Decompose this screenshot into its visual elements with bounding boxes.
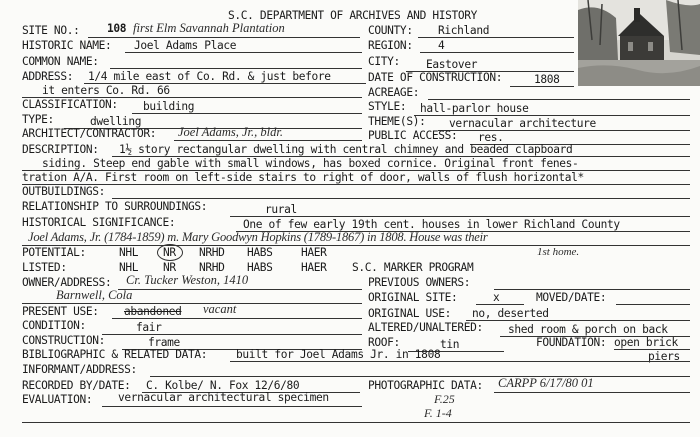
original-use-label: ORIGINAL USE:	[368, 307, 452, 320]
owner-handwritten-1: Cr. Tucker Weston, 1410	[126, 273, 249, 287]
date-of-construction-label: DATE OF CONSTRUCTION:	[368, 71, 503, 84]
house-photo-image	[578, 0, 700, 86]
bibliography-value: built for Joel Adams Jr. in 1808	[236, 348, 441, 361]
bottom-line	[22, 422, 690, 423]
relationship-line	[230, 216, 690, 217]
evaluation-value: vernacular architectural specimen	[118, 391, 329, 404]
bibliography-label: BIBLIOGRAPHIC & RELATED DATA:	[22, 348, 208, 361]
significance-handwritten-2: 1st home.	[537, 246, 580, 258]
condition-line	[102, 334, 362, 335]
listed-habs: HABS	[247, 261, 273, 274]
recorded-by-value: C. Kolbe/ N. Fox 12/6/80	[146, 379, 300, 392]
potential-nrhd: NRHD	[199, 246, 225, 259]
listed-haer: HAER	[301, 261, 327, 274]
condition-value: fair	[136, 321, 162, 334]
city-value: Eastover	[426, 58, 478, 71]
outbuildings-line	[112, 198, 690, 199]
themes-label: THEME(S):	[368, 115, 426, 128]
classification-line	[132, 113, 362, 114]
site-no-handwritten-note: first Elm Savannah Plantation	[133, 21, 285, 35]
roof-label: ROOF:	[368, 336, 400, 349]
original-site-value: x	[493, 291, 500, 304]
significance-label: HISTORICAL SIGNIFICANCE:	[22, 216, 176, 229]
house-photograph	[578, 0, 700, 86]
themes-line	[438, 130, 690, 131]
altered-value: shed room & porch on back	[508, 323, 668, 336]
architect-line	[174, 140, 362, 141]
altered-label: ALTERED/UNALTERED:	[368, 321, 483, 334]
owner-line	[118, 289, 362, 290]
acreage-label: ACREAGE:	[368, 86, 420, 99]
site-no-line	[88, 37, 360, 38]
classification-label: CLASSIFICATION:	[22, 98, 118, 111]
county-line	[418, 37, 574, 38]
potential-haer: HAER	[301, 246, 327, 259]
present-use-value: abandoned	[124, 305, 182, 318]
outbuildings-label: OUTBUILDINGS:	[22, 185, 106, 198]
style-label: STYLE:	[368, 100, 407, 113]
architect-label: ARCHITECT/CONTRACTOR:	[22, 127, 157, 140]
moved-date-label: MOVED/DATE:	[536, 291, 607, 304]
significance-handwritten-1: Joel Adams, Jr. (1784-1859) m. Mary Goodwyn Hopkins (1789-1867) in 1808. House was their	[28, 230, 488, 244]
description-label: DESCRIPTION:	[22, 143, 99, 156]
construction-label: CONSTRUCTION:	[22, 334, 106, 347]
address-value-line-1: 1/4 mile east of Co. Rd. & just before	[88, 70, 331, 83]
foundation-value-1: open brick	[614, 336, 678, 349]
photographic-data-handwritten: CARPP 6/17/80 01	[498, 376, 594, 390]
region-value: 4	[438, 39, 445, 52]
type-value: dwelling	[90, 115, 142, 128]
construction-value: frame	[148, 336, 180, 349]
public-access-label: PUBLIC ACCESS:	[368, 129, 458, 142]
public-access-value: res.	[478, 131, 504, 144]
photographic-data-label: PHOTOGRAPHIC DATA:	[368, 379, 483, 392]
original-site-label: ORIGINAL SITE:	[368, 291, 458, 304]
description-line-1: 1½ story rectangular dwelling with central chimney and beaded clapboard	[119, 143, 573, 156]
original-site-line	[476, 304, 524, 305]
owner-label: OWNER/ADDRESS:	[22, 276, 112, 289]
historic-name-label: HISTORIC NAME:	[22, 39, 112, 52]
foundation-value-2: piers	[648, 350, 680, 363]
acreage-line	[428, 99, 690, 100]
informant-line	[150, 376, 690, 377]
marker-program-label: S.C. MARKER PROGRAM	[352, 261, 474, 274]
original-use-value: no, deserted	[472, 307, 549, 320]
region-label: REGION:	[368, 39, 413, 52]
evaluation-label: EVALUATION:	[22, 393, 93, 406]
listed-label: LISTED:	[22, 261, 67, 274]
date-of-construction-value: 1808	[534, 73, 560, 86]
potential-nr-circle	[157, 244, 183, 261]
style-value: hall-parlor house	[420, 102, 529, 115]
roof-value: tin	[440, 338, 460, 351]
historic-name-value: Joel Adams Place	[134, 39, 237, 52]
classification-value: building	[143, 100, 195, 113]
previous-owners-label: PREVIOUS OWNERS:	[368, 276, 471, 289]
address-label: ADDRESS:	[22, 70, 74, 83]
style-line	[414, 115, 690, 116]
owner-line-2	[22, 303, 362, 304]
common-name-label: COMMON NAME:	[22, 55, 99, 68]
listed-nhl: NHL	[119, 261, 139, 274]
agency-header: S.C. DEPARTMENT OF ARCHIVES AND HISTORY	[228, 9, 478, 22]
photo-handwritten-2: F.25	[434, 392, 455, 406]
site-no-label: SITE NO.:	[22, 24, 80, 37]
present-use-line	[112, 318, 362, 319]
relationship-value: rural	[265, 203, 297, 216]
present-use-handwritten: vacant	[203, 302, 237, 316]
significance-value: One of few early 19th cent. houses in lower Richland County	[243, 218, 620, 231]
photographic-data-line	[494, 392, 690, 393]
address-value-line-2: it enters Co. Rd. 66	[42, 84, 170, 97]
site-no-value: 108	[107, 22, 127, 35]
photo-handwritten-3: F. 1-4	[424, 406, 452, 420]
listed-nr: NR	[163, 261, 176, 274]
county-value: Richland	[438, 24, 490, 37]
potential-habs: HABS	[247, 246, 273, 259]
county-label: COUNTY:	[368, 24, 413, 37]
architect-value: Joel Adams, Jr., bldr.	[178, 125, 283, 139]
historic-name-line	[125, 52, 362, 53]
potential-nr: NR	[163, 246, 176, 259]
recorded-by-label: RECORDED BY/DATE:	[22, 379, 131, 392]
owner-handwritten-2: Barnwell, Cola	[56, 288, 133, 302]
relationship-label: RELATIONSHIP TO SURROUNDINGS:	[22, 200, 208, 213]
evaluation-line	[102, 406, 362, 407]
moved-date-line	[616, 304, 690, 305]
foundation-label: FOUNDATION:	[536, 336, 607, 349]
description-rule-3	[22, 184, 690, 185]
original-use-line	[466, 320, 690, 321]
city-label: CITY:	[368, 55, 400, 68]
previous-owners-line	[494, 289, 690, 290]
present-use-label: PRESENT USE:	[22, 305, 99, 318]
description-line-2: siding. Steep end gable with small windows, has boxed cornice. Original front fenes-	[42, 157, 579, 170]
listed-nrhd: NRHD	[199, 261, 225, 274]
potential-label: POTENTIAL:	[22, 246, 86, 259]
bibliography-line	[230, 361, 690, 362]
potential-nhl: NHL	[119, 246, 139, 259]
region-line	[420, 52, 574, 53]
condition-label: CONDITION:	[22, 319, 86, 332]
description-line-3: tration A/A. First room on left-side stairs to right of door, walls of flush horizontal*	[22, 171, 584, 184]
type-label: TYPE:	[22, 113, 54, 126]
themes-value: vernacular architecture	[449, 117, 596, 130]
informant-label: INFORMANT/ADDRESS:	[22, 363, 137, 376]
date-of-construction-line	[510, 86, 574, 87]
common-name-line	[110, 68, 362, 69]
